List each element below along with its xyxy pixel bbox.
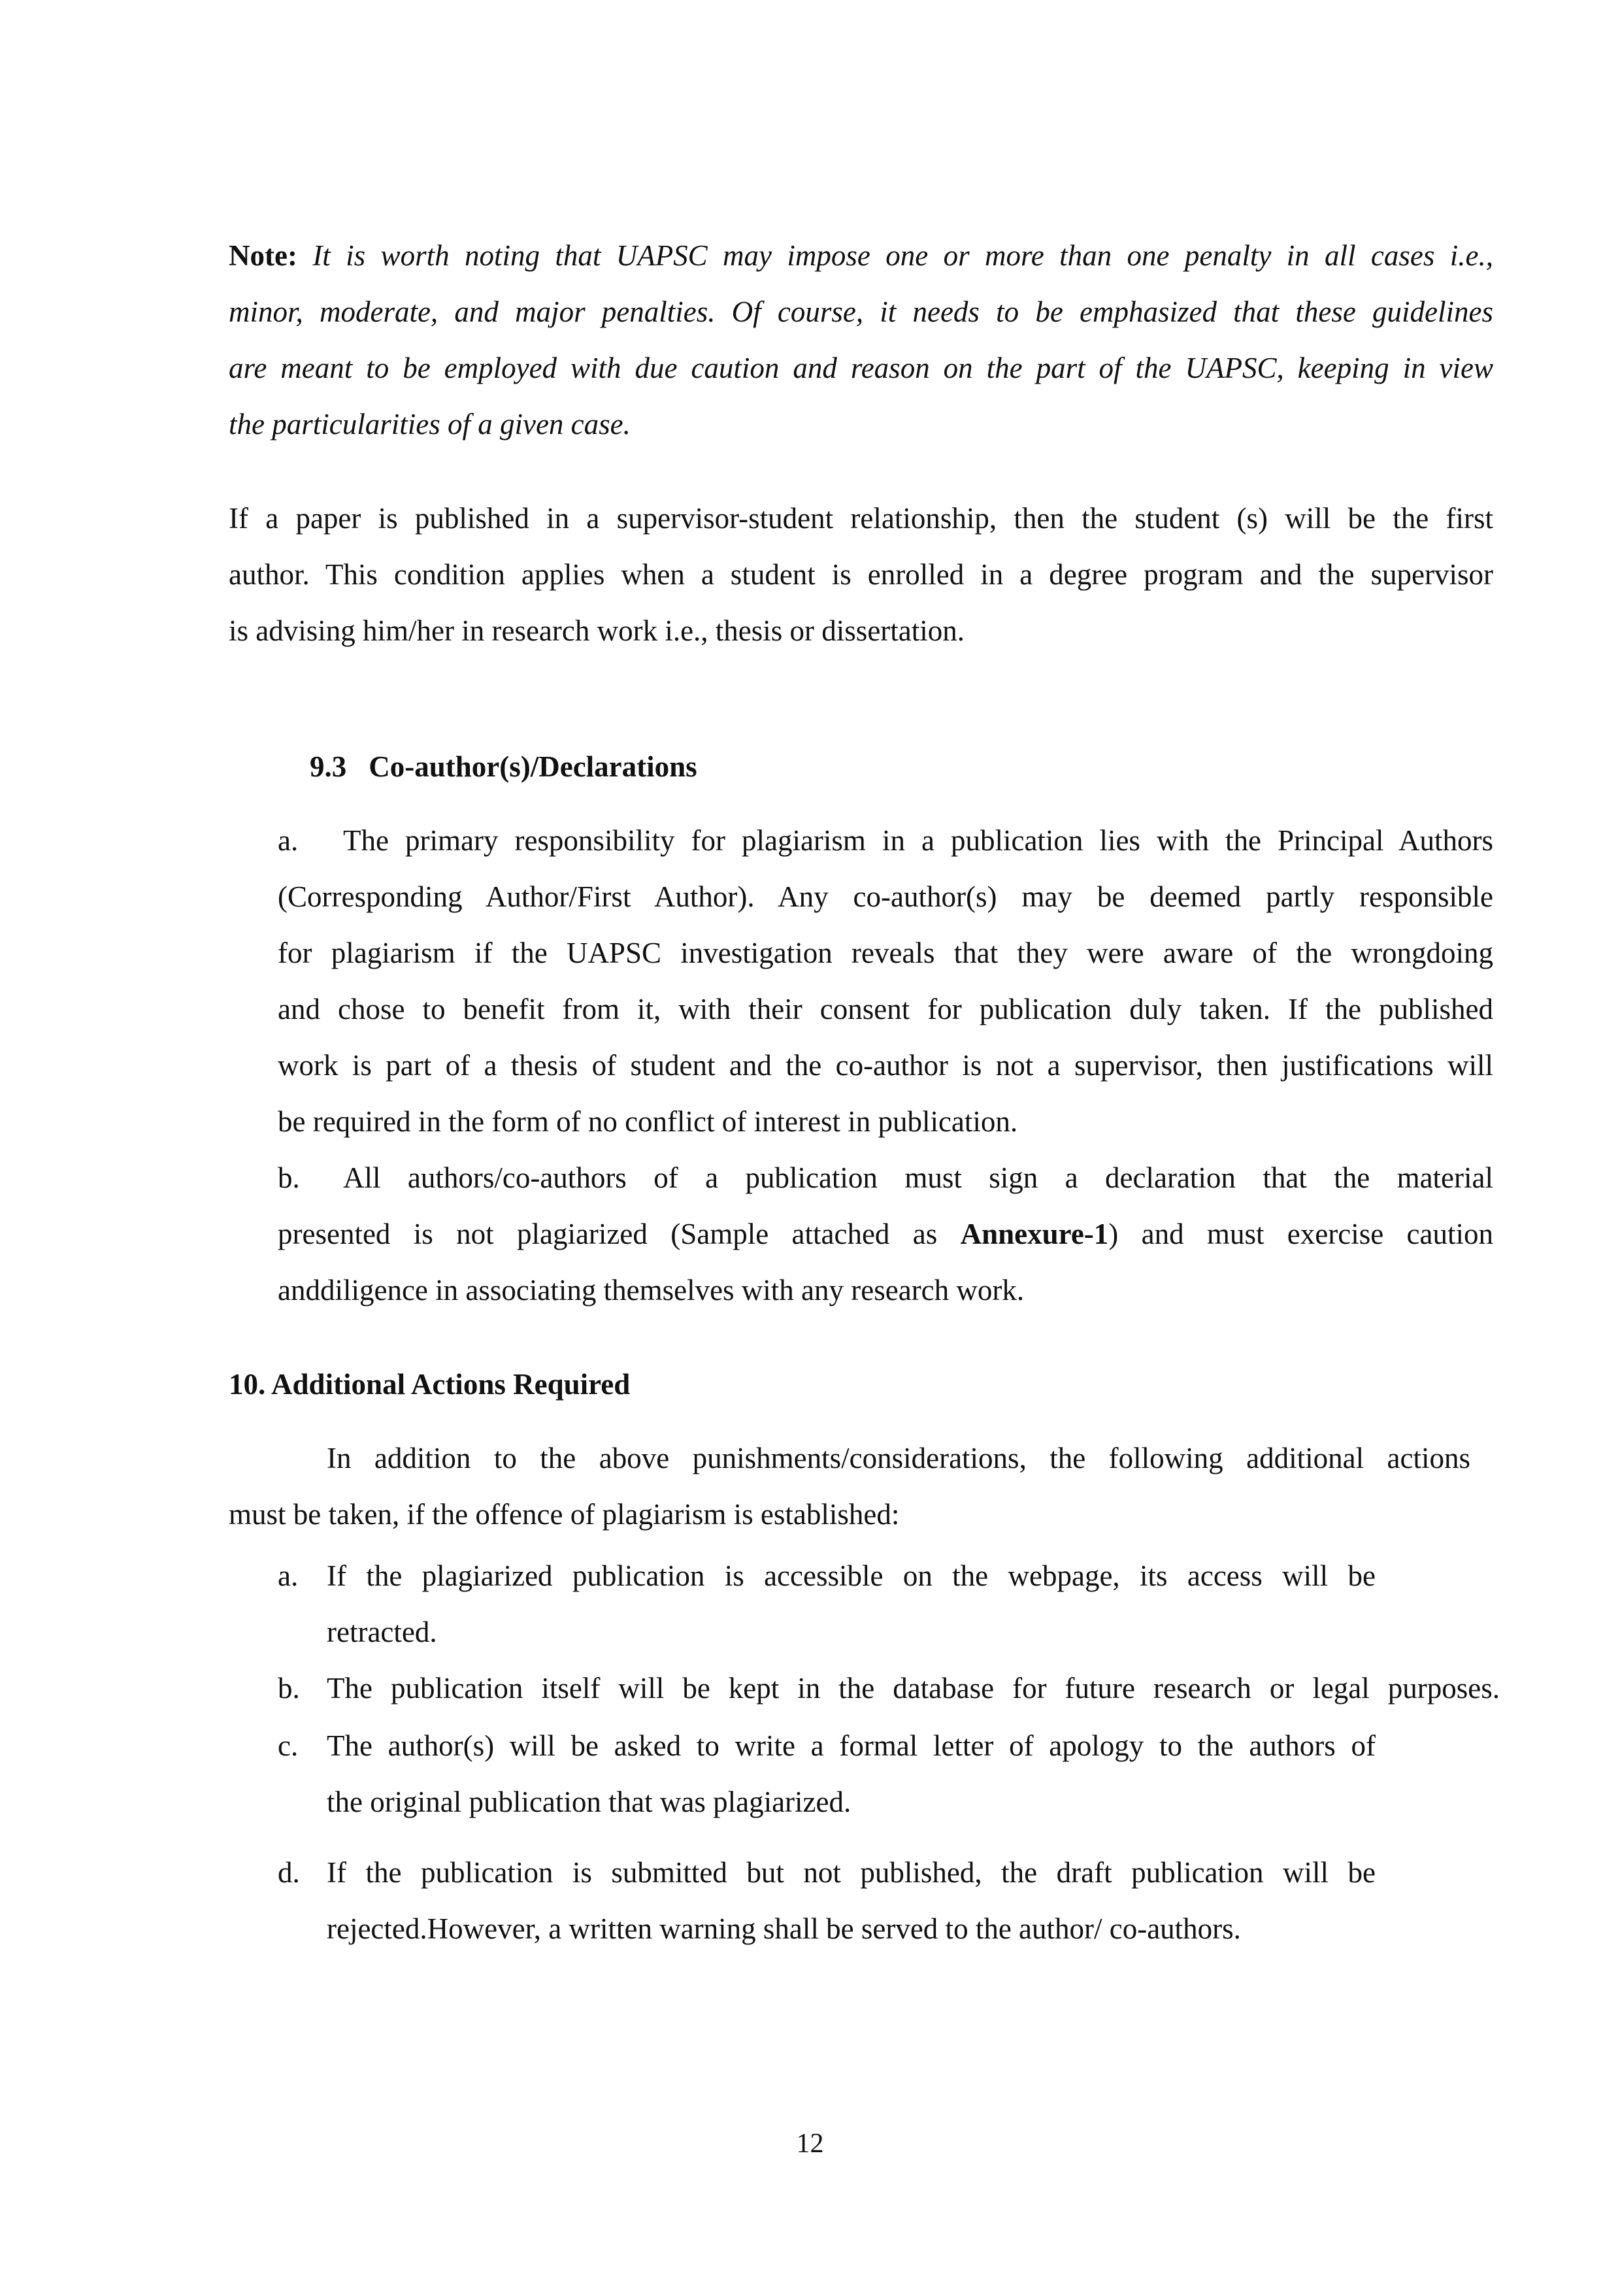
supervisor-student-paragraph bbox=[229, 490, 1493, 659]
list-marker: b. bbox=[278, 1161, 300, 1194]
list-item-line: be required in the form of no conflict of interest in publication. bbox=[278, 1105, 1018, 1138]
paragraph-line: is advising him/her in research work i.e., thesis or dissertation. bbox=[229, 614, 965, 647]
list-item-line: for plagiarism if the UAPSC investigation reveals that they were aware of the wrongdoing bbox=[278, 937, 1493, 969]
section-heading-9-3 bbox=[310, 739, 697, 795]
list-marker: a. bbox=[278, 824, 299, 857]
section10-intro bbox=[229, 1430, 1470, 1542]
list-item-line: the original publication that was plagiarized. bbox=[327, 1786, 851, 1818]
list-item bbox=[327, 1660, 1500, 1716]
list-item-line: anddiligence in associating themselves with any research work. bbox=[278, 1274, 1025, 1306]
list-item-line: The publication itself will be kept in the database for future research or legal purposes. bbox=[327, 1672, 1500, 1705]
paragraph-line: author. This condition applies when a student is enrolled in a degree program and the supervisor bbox=[229, 558, 1493, 591]
list-item-line: The primary responsibility for plagiarism in a publication lies with the Principal Authors bbox=[343, 824, 1493, 857]
list-item-line: The author(s) will be asked to write a formal letter of apology to the authors of bbox=[327, 1729, 1376, 1762]
note-line: Note: It is worth noting that UAPSC may impose one or more than one penalty in all cases i.e., bbox=[229, 239, 1493, 272]
list-item bbox=[327, 1548, 1376, 1660]
note-label: Note: bbox=[229, 239, 297, 272]
annexure-reference: Annexure-1 bbox=[960, 1218, 1109, 1250]
list-item-line: retracted. bbox=[327, 1616, 437, 1648]
section-heading-10: 10. Additional Actions Required bbox=[229, 1368, 631, 1401]
list-item-line: If the plagiarized publication is accessible on the webpage, its access will be bbox=[327, 1559, 1376, 1592]
list-marker: b. bbox=[278, 1672, 300, 1705]
intro-line: must be taken, if the offence of plagiarism is established: bbox=[229, 1498, 900, 1531]
list-item bbox=[327, 1718, 1376, 1830]
list-marker: d. bbox=[278, 1856, 300, 1889]
list-item-line: work is part of a thesis of student and the co-author is not a supervisor, then justifications will bbox=[278, 1049, 1493, 1082]
list-marker: c. bbox=[278, 1729, 299, 1762]
intro-line: In addition to the above punishments/considerations, the following additional actions bbox=[327, 1442, 1470, 1474]
note-line: are meant to be employed with due caution and reason on the part of the UAPSC, keeping in view bbox=[229, 352, 1493, 384]
list-item-line: (Corresponding Author/First Author). Any co-author(s) may be deemed partly responsible bbox=[278, 880, 1493, 913]
section-title: Co-author(s)/Declarations bbox=[369, 750, 697, 783]
list-item-line: and chose to benefit from it, with their consent for publication duly taken. If the published bbox=[278, 993, 1493, 1025]
list-item-line: rejected.However, a written warning shall be served to the author/ co-authors. bbox=[327, 1912, 1241, 1945]
note-paragraph bbox=[229, 227, 1493, 452]
section-number: 9.3 bbox=[310, 750, 347, 783]
list-marker: a. bbox=[278, 1559, 299, 1592]
note-line: the particularities of a given case. bbox=[229, 408, 631, 441]
list-item bbox=[278, 812, 1493, 1150]
list-item-line: If the publication is submitted but not published, the draft publication will be bbox=[327, 1856, 1376, 1889]
page-number: 12 bbox=[796, 2129, 824, 2159]
list-item-line: presented is not plagiarized (Sample attached as Annexure-1) and must exercise caution bbox=[278, 1218, 1493, 1250]
note-line: minor, moderate, and major penalties. Of course, it needs to be emphasized that these guidelines bbox=[229, 295, 1493, 328]
list-item bbox=[327, 1844, 1376, 1957]
paragraph-line: If a paper is published in a supervisor-student relationship, then the student (s) will be the first bbox=[229, 502, 1493, 535]
list-item-line: All authors/co-authors of a publication must sign a declaration that the material bbox=[343, 1161, 1493, 1194]
list-item bbox=[278, 1150, 1493, 1318]
